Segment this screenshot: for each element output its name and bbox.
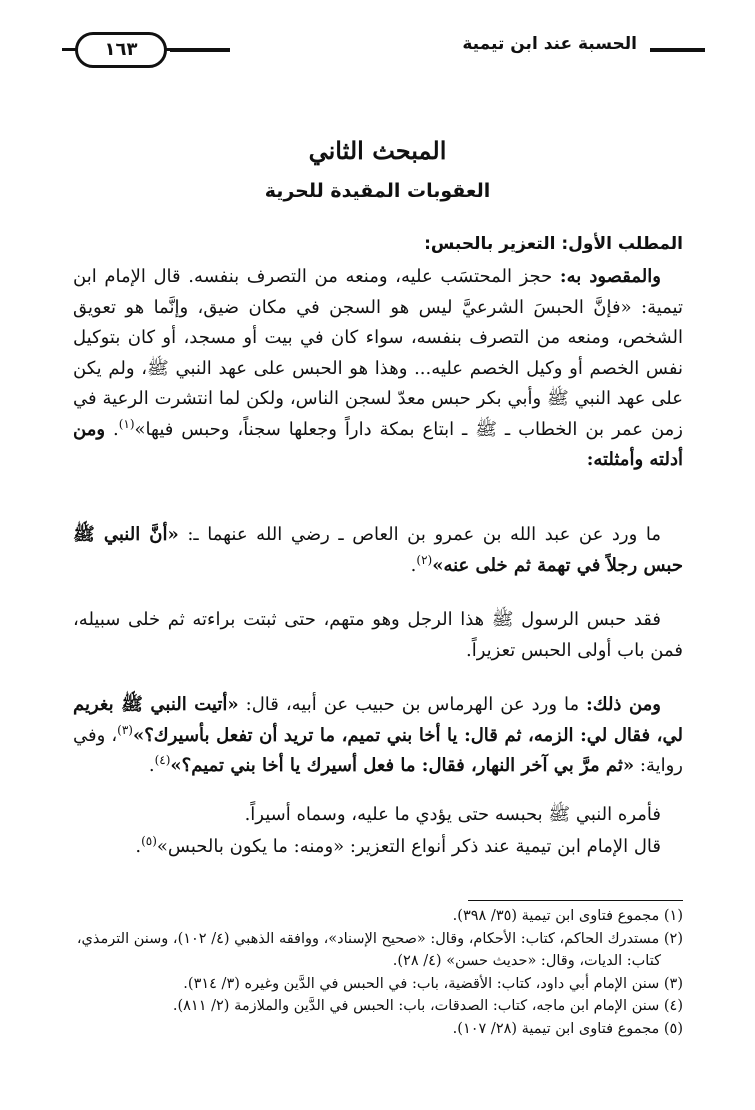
paragraph-definition: والمقصود به: حجز المحتسَب عليه، ومنعه من التصرف بنفسه. قال الإمام ابن تيمية: «فإنَّ الحبسَ الشرعيَّ ليس هو السجن في مكان ضيق، وإنَّما هو تعويق الشخص، ومنعه من التصرف بنفسه، سواء كان في بيت أو مسجد، أو كان بتوكيل نفس الخصم أو وكيل الخصم عليه... وهذا هو الحبس على عهد النبي ﷺ، ولم يكن على عهد النبي ﷺ وأبي بكر حبس معدّ لسجن الناس، ولكن لما انتشرت الرعية في زمن عمر بن الخطاب ـ ﷺ ـ ابتاع بمكة داراً وجعلها سجناً، وحبس فيها»$^{(١)}$. ومن أدلته وأمثلته: xyxy=(73,266,683,470)
footnote-ref: (١) xyxy=(118,416,135,431)
footnote-ref: (٥) xyxy=(141,834,157,848)
footnote-separator xyxy=(468,900,683,901)
hadith-quote: «أتيت النبي ﷺ بغريم لي، فقال لي: الزمه، ثم قال: يا أخا بني تميم، ما تريد أن تفعل بأسيرك؟» xyxy=(73,694,683,746)
paragraph-body: ما ورد عن الهرماس بن حبيب عن أبيه، قال: xyxy=(245,694,580,715)
paragraph-evidence-1: ما ورد عن عبد الله بن عمرو بن العاص ـ رضي الله عنهما ـ: «أنَّ النبي ﷺ حبس رجلاً في تهمة ثم خلى عنه»$^{(٢)}$. xyxy=(73,524,683,576)
hadith-quote: «أنَّ النبي ﷺ حبس رجلاً في تهمة ثم خلى عنه» xyxy=(73,524,683,576)
footnote-ref: (٣) xyxy=(117,722,133,737)
footnote-item: (٢) مستدرك الحاكم، كتاب: الأحكام، وقال: «صحيح الإسناد»، ووافقه الذهبي (٤/ ١٠٢)، وسنن الترمذي، كتاب: الديات، وقال: «حديث حسن» (٤/ ٢٨). xyxy=(76,930,683,969)
paragraph-explanation: فقد حبس الرسول ﷺ هذا الرجل وهو متهم، حتى ثبتت براءته ثم خلى سبيله، فمن باب أولى الحبس تعزيراً. xyxy=(73,609,683,661)
paragraph-body: ما ورد عن عبد الله بن عمرو بن العاص ـ رضي الله عنهما ـ: xyxy=(187,524,661,545)
paragraph-conclusion: فأمره النبي ﷺ بحبسه حتى يؤدي ما عليه، وسماه أسيراً. xyxy=(244,804,661,825)
paragraph-quote: قال الإمام ابن تيمية عند ذكر أنواع التعزير: «ومنه: ما يكون بالحبس»$^{(٥)}$. xyxy=(135,834,661,857)
section-title: المطلب الأول: التعزير بالحبس: xyxy=(424,234,683,254)
footnote-item: (١) مجموع فتاوى ابن تيمية (٣٥/ ٣٩٨). xyxy=(452,908,683,924)
hadith-quote: «ثم مرَّ بي آخر النهار، فقال: ما فعل أسيرك يا أخا بني تميم؟» xyxy=(170,755,635,776)
paragraph-connector: ، وفي رواية: xyxy=(73,724,683,776)
page-number: ١٦٣ xyxy=(75,32,167,68)
footnote-item: (٤) سنن الإمام ابن ماجه، كتاب: الصدقات، باب: الحبس في الدَّين والملازمة (٢/ ٨١١). xyxy=(172,998,683,1014)
footnote-item: (٣) سنن الإمام أبي داود، كتاب: الأقضية، باب: في الحبس في الدَّين وغيره (٣/ ٣١٤). xyxy=(183,975,683,992)
paragraph-evidence-2: ومن ذلك: ما ورد عن الهرماس بن حبيب عن أبيه، قال: «أتيت النبي ﷺ بغريم لي، فقال لي: الزمه، ثم قال: يا أخا بني تميم، ما تريد أن تفعل بأسيرك؟»$^{(٣)}$، وفي رواية: «ثم مرَّ بي آخر النهار، فقال: ما فعل أسيرك يا أخا بني تميم؟»$^{(٤)}$. xyxy=(73,694,683,776)
chapter-subtitle: العقوبات المقيدة للحرية xyxy=(264,180,491,202)
paragraph-body: قال الإمام ابن تيمية عند ذكر أنواع التعزير: «ومنه: ما يكون بالحبس» xyxy=(156,836,661,857)
paragraph-lead: ومن ذلك: xyxy=(586,694,661,715)
paragraph-body: حجز المحتسَب عليه، ومنعه من التصرف بنفسه. قال الإمام ابن تيمية: «فإنَّ الحبسَ الشرعيَّ ليس هو السجن في مكان ضيق، وإنَّما هو تعويق الشخص، ومنعه من التصرف بنفسه، سواء كان في بيت أو مسجد، أو كان بتوكيل نفس الخصم أو وكيل الخصم عليه... وهذا هو الحبس على عهد النبي ﷺ، ولم يكن على عهد النبي ﷺ وأبي بكر حبس معدّ لسجن الناس، ولكن لما انتشرت الرعية في زمن عمر بن الخطاب ـ ﷺ ـ ابتاع بمكة داراً وجعلها سجناً، وحبس فيها» xyxy=(73,266,683,440)
chapter-title: المبحث الثاني xyxy=(308,136,447,165)
page-header xyxy=(75,28,705,72)
paragraph-tail: ومن أدلته وأمثلته: xyxy=(73,418,683,470)
footnote-ref: (٢) xyxy=(416,552,433,567)
footnote-ref: (٤) xyxy=(154,753,171,767)
footnote-item: (٥) مجموع فتاوى ابن تيمية (٢٨/ ١٠٧). xyxy=(452,1020,683,1037)
header-rule-right xyxy=(650,48,705,52)
footnotes xyxy=(73,905,683,1040)
paragraph-lead: والمقصود به: xyxy=(559,266,661,287)
running-title: الحسبة عند ابن تيمية xyxy=(462,34,637,54)
